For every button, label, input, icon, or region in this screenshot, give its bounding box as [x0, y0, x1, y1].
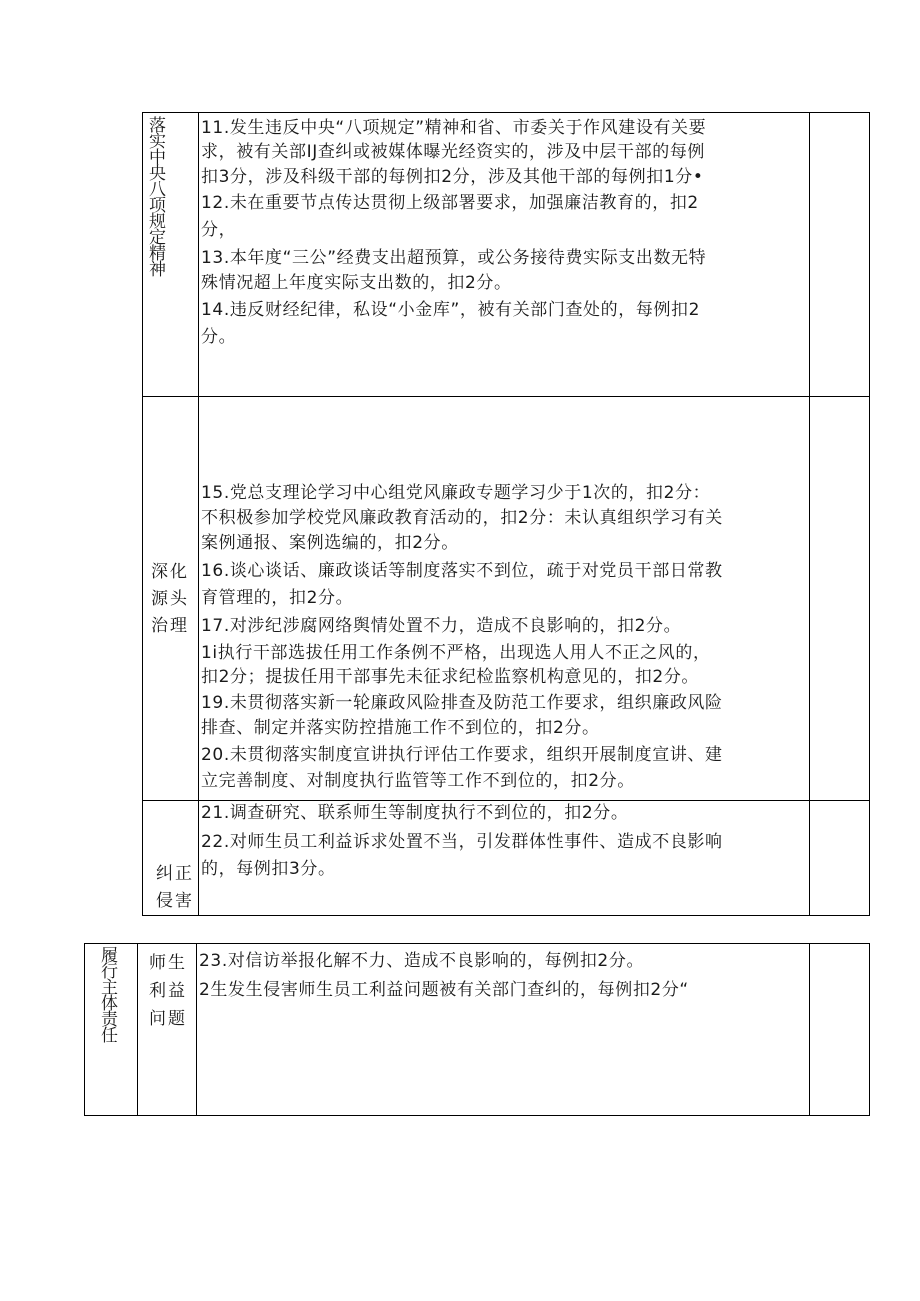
item-line: 11.发生违反中央“八项规定”精神和省、市委关于作风建设有关要 — [201, 118, 707, 138]
item-line: 12.未在重要节点传达贯彻上级部署要求，加强廉洁教育的，扣2 — [201, 193, 699, 213]
item-line: 17.对涉纪涉腐网络舆情处置不力，造成不良影响的，扣2分。 — [201, 616, 682, 636]
table2-border-top — [84, 943, 870, 944]
category-line: 利益 — [149, 981, 187, 1001]
item-line: 分， — [201, 220, 237, 240]
category-line: 问题 — [149, 1009, 187, 1029]
table2-col-divider-1 — [137, 943, 138, 1116]
item-line: 求，被有关部IJ查纠或被媒体曝光经资实的，涉及中层干部的每例 — [201, 142, 706, 162]
item-line: 15.党总支理论学习中心组党风廉政专题学习少于1次的，扣2分： — [201, 483, 711, 503]
table1-col-divider-2 — [809, 112, 810, 916]
item-line: 23.对信访举报化解不力、造成不良影响的，每例扣2分。 — [199, 951, 645, 971]
table1-col-divider-1 — [198, 112, 199, 916]
table2-border-right — [869, 943, 870, 1116]
item-line: 16.谈心谈话、廉政谈话等制度落实不到位，疏于对党员干部日常教 — [201, 561, 723, 581]
item-line: 21.调查研究、联系师生等制度执行不到位的，扣2分。 — [201, 803, 629, 823]
table2-border-left — [84, 943, 85, 1116]
item-line: 分。 — [201, 327, 237, 347]
category-row-1: 落实中央八项规定精神 — [145, 116, 165, 276]
item-line: 19.未贯彻落实新一轮廉政风险排查及防范工作要求，组织廉政风险 — [201, 693, 723, 713]
table1-border-top — [142, 112, 870, 113]
item-line: 14.违反财经纪律，私设“小金库”，被有关部门查处的，每例扣2 — [201, 300, 701, 320]
main-category: 履行主体责任 — [97, 946, 117, 1042]
table2-border-bottom — [84, 1115, 870, 1116]
table1-border-bottom — [142, 915, 870, 916]
category-line: 纠正 — [156, 864, 194, 884]
table1-border-right — [869, 112, 870, 916]
table1-row-divider-1 — [142, 396, 870, 397]
item-line: 13.本年度“三公”经费支出超预算，或公务接待费实际支出数无特 — [201, 248, 707, 268]
item-line: 2生发生侵害师生员工利益问题被有关部门查纠的，每例扣2分“ — [199, 980, 689, 1000]
category-line: 深化 — [151, 562, 189, 582]
item-line: 扣2分；提拔任用干部事先未征求纪检监察机构意见的，扣2分。 — [201, 667, 700, 687]
item-line: 1i执行干部选拔任用工作条例不严格，出现选人用人不正之风的， — [201, 643, 711, 663]
category-line: 师生 — [149, 953, 187, 973]
category-line: 侵害 — [156, 891, 194, 911]
item-line: 20.未贯彻落实制度宣讲执行评估工作要求，组织开展制度宣讲、建 — [201, 745, 723, 765]
item-line: 不积极参加学校党风廉政教育活动的，扣2分：未认真组织学习有关 — [201, 508, 723, 528]
item-line: 的，每例扣3分。 — [201, 859, 336, 879]
item-line: 殊情况超上年度实际支出数的，扣2分。 — [201, 273, 512, 293]
item-line: 排查、制定并落实防控措施工作不到位的，扣2分。 — [201, 718, 600, 738]
table2-col-divider-2 — [196, 943, 197, 1116]
item-line: 育管理的，扣2分。 — [201, 588, 354, 608]
category-line: 源头 — [151, 589, 189, 609]
category-line: 治理 — [151, 616, 189, 636]
table2-col-divider-3 — [809, 943, 810, 1116]
item-line: 22.对师生员工利益诉求处置不当，引发群体性事件、造成不良影响 — [201, 832, 723, 852]
item-line: 扣3分，涉及科级干部的每例扣2分，涉及其他干部的每例扣1分• — [201, 167, 704, 187]
item-line: 立完善制度、对制度执行监管等工作不到位的，扣2分。 — [201, 771, 635, 791]
item-line: 案例通报、案例选编的，扣2分。 — [201, 533, 459, 553]
table1-border-left — [142, 112, 143, 916]
